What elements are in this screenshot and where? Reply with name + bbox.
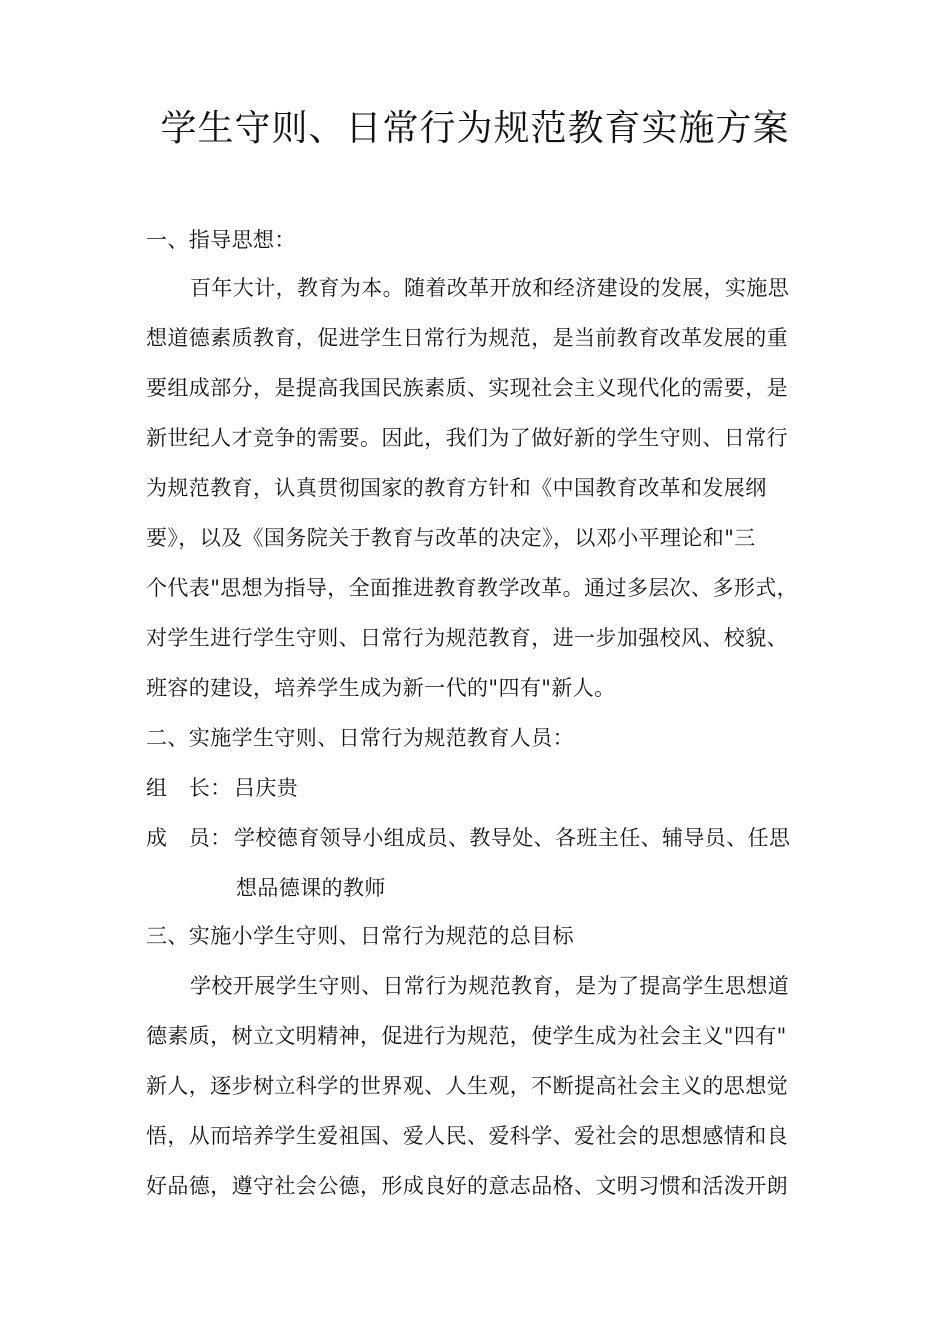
members-value: 学校德育领导小组成员、教导处、各班主任、辅导员、任思 <box>234 826 791 850</box>
leader-value: 吕庆贵 <box>234 776 299 800</box>
section3-line: 学校开展学生守则、日常行为规范教育，是为了提高学生思想道 <box>190 974 790 998</box>
section3-heading: 三、实施小学生守则、日常行为规范的总目标 <box>146 924 574 948</box>
section1-line: 想道德素质教育，促进学生日常行为规范，是当前教育改革发展的重 <box>146 326 788 350</box>
section3-line: 好品德，遵守社会公德，形成良好的意志品格、文明习惯和活泼开朗 <box>146 1174 788 1198</box>
section1-line: 新世纪人才竞争的需要。因此，我们为了做好新的学生守则、日常行 <box>146 426 788 450</box>
section1-line: 要组成部分，是提高我国民族素质、实现社会主义现代化的需要，是 <box>146 376 788 400</box>
section2-heading: 二、实施学生守则、日常行为规范教育人员： <box>146 726 574 750</box>
document-title: 学生守则、日常行为规范教育实施方案 <box>160 108 790 149</box>
section1-line: 个代表"思想为指导，全面推进教育教学改革。通过多层次、多形式， <box>146 576 799 600</box>
leader-row <box>146 772 816 802</box>
section3-line: 德素质，树立文明精神，促进行为规范，使学生成为社会主义"四有" <box>146 1024 787 1048</box>
section1-line: 为规范教育，认真贯彻国家的教育方针和《中国教育改革和发展纲 <box>146 476 767 500</box>
section1-line: 百年大计，教育为本。随着改革开放和经济建设的发展，实施思 <box>190 276 790 300</box>
members-label: 成 员： <box>146 826 232 850</box>
section3-line: 新人，逐步树立科学的世界观、人生观，不断提高社会主义的思想觉 <box>146 1074 788 1098</box>
members-row <box>146 822 816 852</box>
members-value-continued: 想品德课的教师 <box>236 876 386 900</box>
section1-line: 对学生进行学生守则、日常行为规范教育，进一步加强校风、校貌、 <box>146 626 788 650</box>
leader-label: 组 长： <box>146 776 232 800</box>
section1-heading: 一、指导思想： <box>146 228 296 252</box>
section1-line: 要》，以及《国务院关于教育与改革的决定》，以邓小平理论和"三 <box>146 526 756 550</box>
section3-line: 悟，从而培养学生爱祖国、爱人民、爱科学、爱社会的思想感情和良 <box>146 1124 788 1148</box>
section1-line: 班容的建设，培养学生成为新一代的"四有"新人。 <box>146 676 616 700</box>
